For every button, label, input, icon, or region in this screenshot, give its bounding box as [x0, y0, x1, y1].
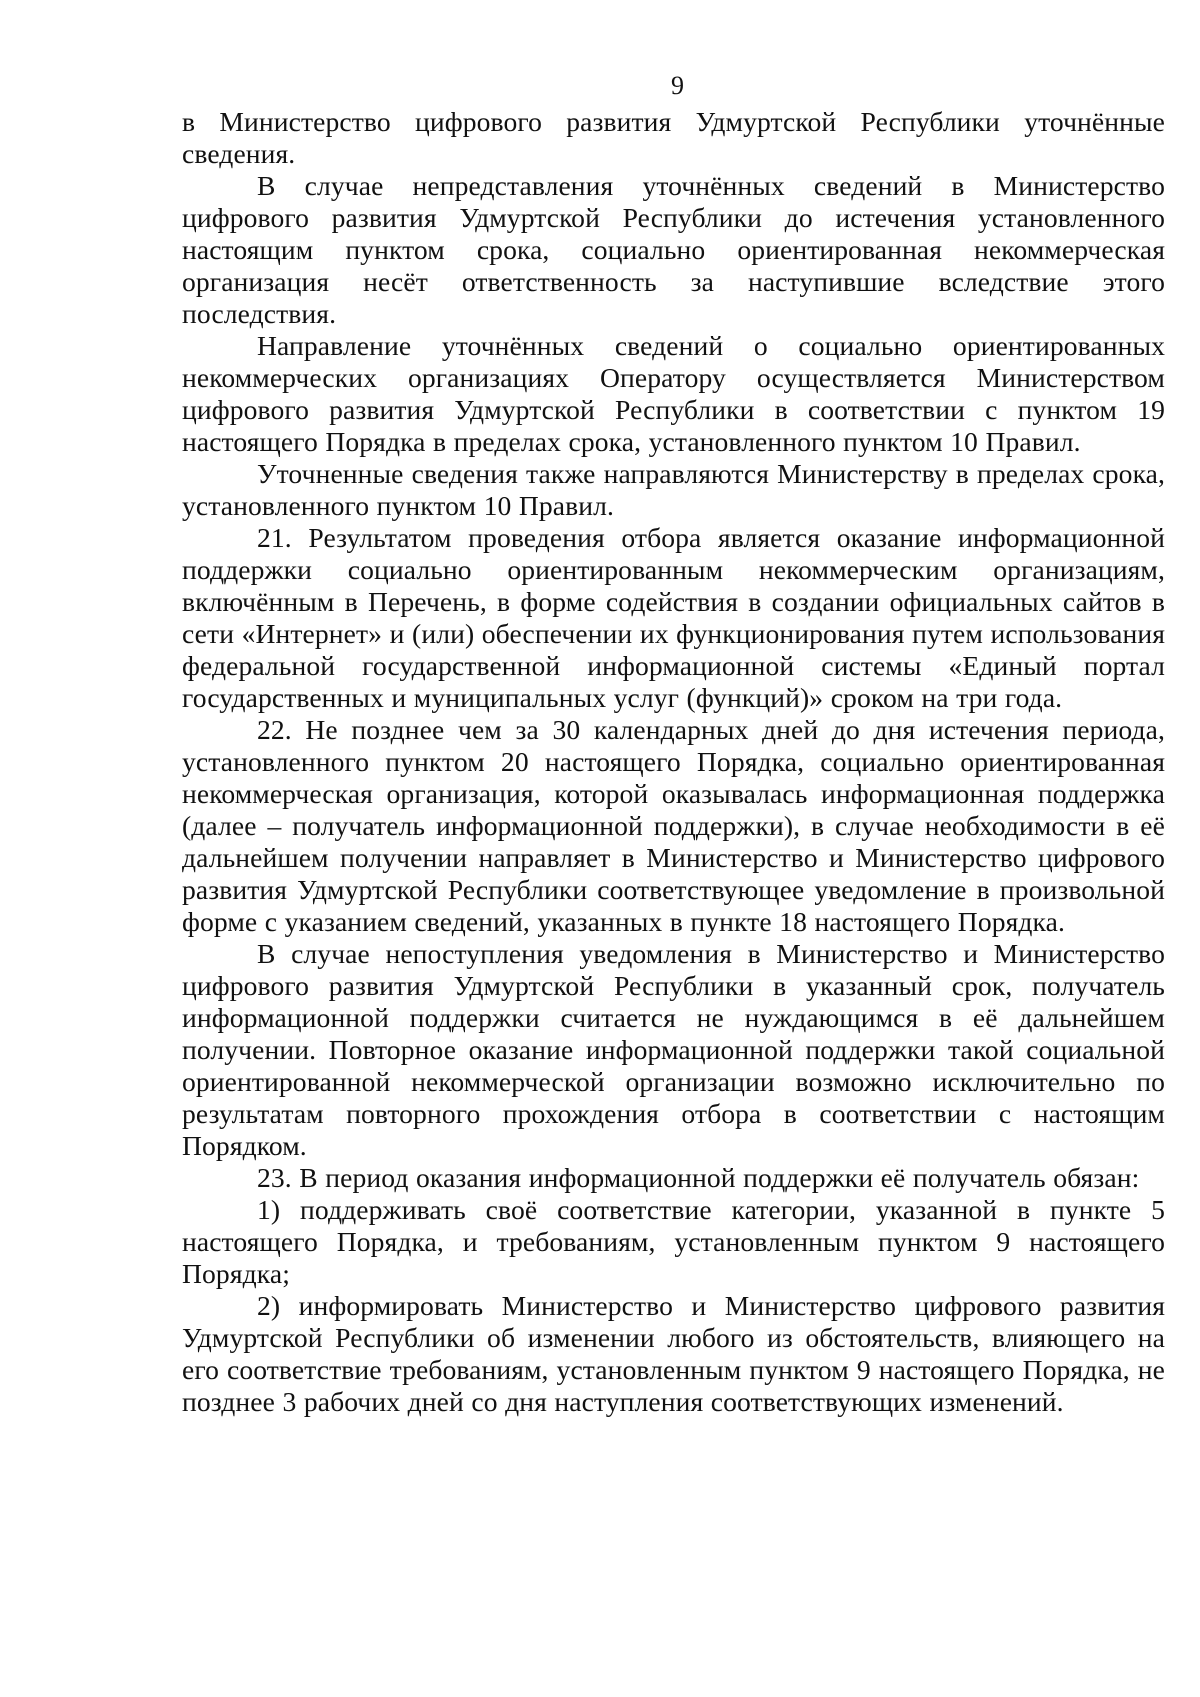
paragraph-item-21: 21. Результатом проведения отбора является оказание информационной поддержки социально ориентированным некоммерческим организациям, включённым в Перечень, в форме содействия в создании официальных сайтов в сети «Интернет» и (или) обеспечении их функционирования путем использования федеральной государственной информационной системы «Единый портал государственных и муниципальных услуг (функций)» сроком на три года.	[182, 522, 1165, 713]
paragraph-submission-to-operator: Направление уточнённых сведений о социально ориентированных некоммерческих организациях Оператору осуществляется Министерством цифрового развития Удмуртской Республики в соответствии с пунктом 19 настоящего Порядка в пределах срока, установленного пунктом 10 Правил.	[182, 330, 1165, 457]
document-page	[182, 70, 1165, 1418]
paragraph-subitem-1: 1) поддерживать своё соответствие категории, указанной в пункте 5 настоящего Порядка, и требованиям, установленным пунктом 9 настоящего Порядка;	[182, 1194, 1165, 1289]
paragraph-clarified-info: Уточненные сведения также направляются Министерству в пределах срока, установленного пунктом 10 Правил.	[182, 458, 1165, 521]
paragraph-item-22: 22. Не позднее чем за 30 календарных дней до дня истечения периода, установленного пунктом 20 настоящего Порядка, социально ориентированная некоммерческая организация, которой оказывалась информационная поддержка (далее – получатель информационной поддержки), в случае необходимости в её дальнейшем получении направляет в Министерство и Министерство цифрового развития Удмуртской Республики соответствующее уведомление в произвольной форме с указанием сведений, указанных в пункте 18 настоящего Порядка.	[182, 714, 1165, 937]
paragraph-non-submission: В случае непредставления уточнённых сведений в Министерство цифрового развития Удмуртской Республики до истечения установленного настоящим пунктом срока, социально ориентированная некоммерческая организация несёт ответственность за наступившие вследствие этого последствия.	[182, 170, 1165, 329]
page-number: 9	[671, 71, 684, 100]
paragraph-continuation: в Министерство цифрового развития Удмуртской Республики уточнённые сведения.	[182, 106, 1165, 169]
paragraph-subitem-2: 2) информировать Министерство и Министерство цифрового развития Удмуртской Республики об изменении любого из обстоятельств, влияющего на его соответствие требованиям, установленным пунктом 9 настоящего Порядка, не позднее 3 рабочих дней со дня наступления соответствующих изменений.	[182, 1290, 1165, 1417]
paragraph-item-23: 23. В период оказания информационной поддержки её получатель обязан:	[257, 1162, 1140, 1193]
paragraph-non-receipt: В случае непоступления уведомления в Министерство и Министерство цифрового развития Удмуртской Республики в указанный срок, получатель информационной поддержки считается не нуждающимся в её дальнейшем получении. Повторное оказание информационной поддержки такой социальной ориентированной некоммерческой организации возможно исключительно по результатам повторного прохождения отбора в соответствии с настоящим Порядком.	[182, 938, 1165, 1161]
